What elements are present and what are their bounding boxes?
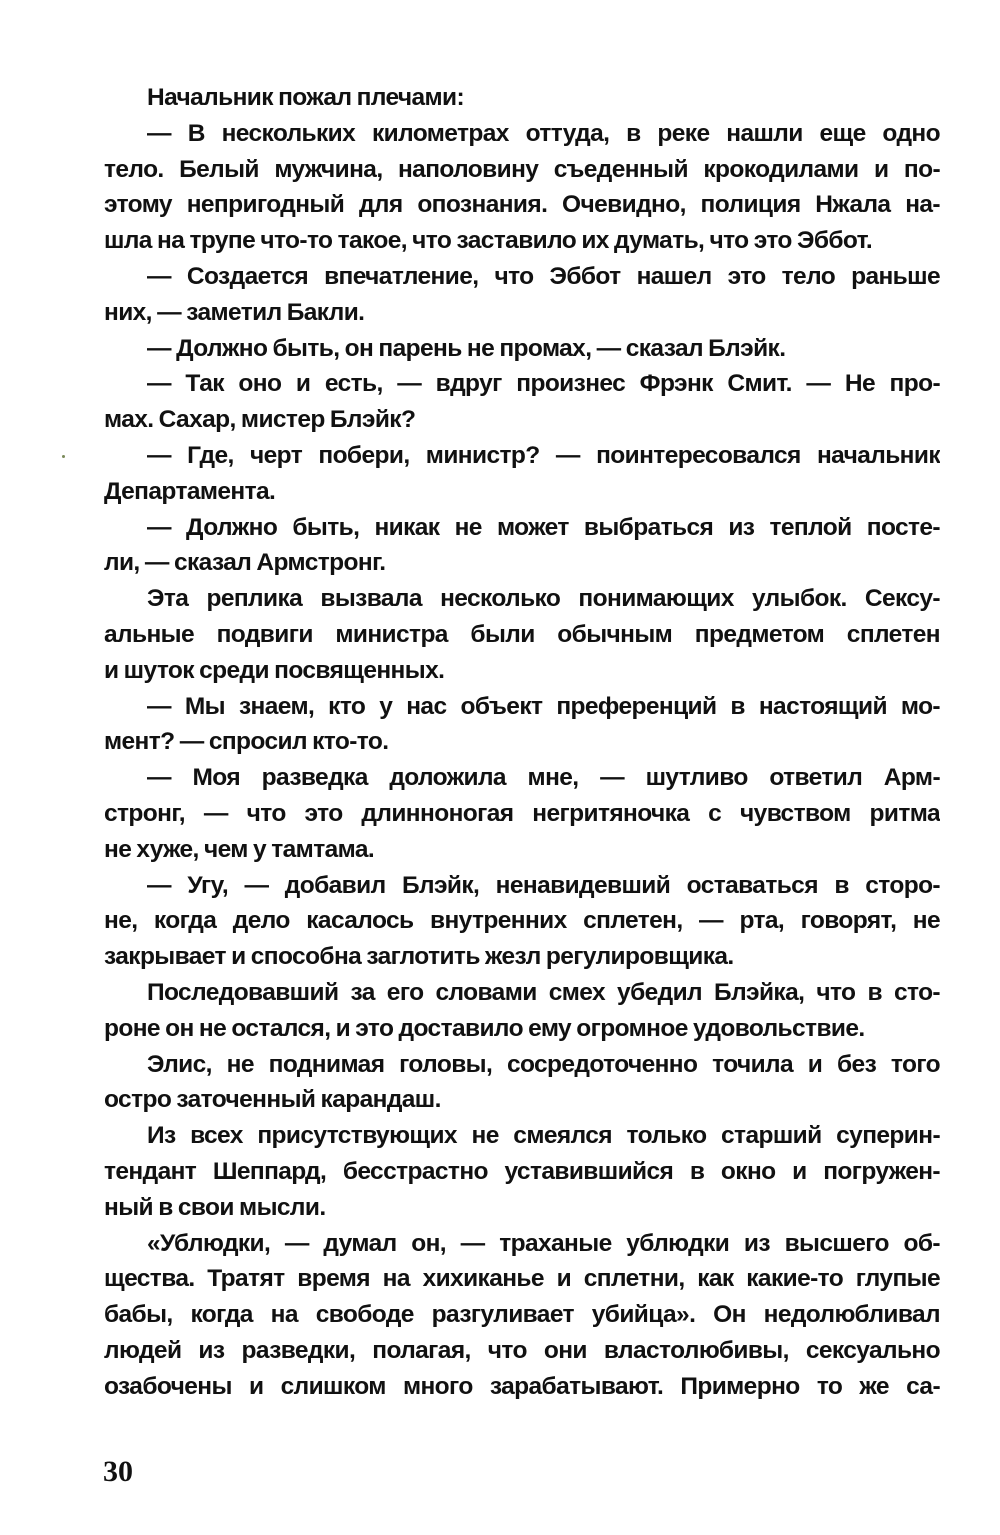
text-line: этому непригодный для опознания. Очевидно, полиция Нжала на- — [104, 191, 940, 219]
text-line: бабы, когда на свободе разгуливает убийца». Он недолюбливал — [104, 1301, 940, 1329]
text-line: ли, — сказал Армстронг. — [104, 549, 386, 577]
text-line: «Ублюдки, — думал он, — траханые ублюдки из высшего об- — [147, 1229, 940, 1257]
text-line: — Создается впечатление, что Эббот нашел это тело раньше — [147, 262, 940, 290]
text-line: мах. Сахар, мистер Блэйк? — [104, 406, 416, 434]
text-line: Из всех присутствующих не смеялся только старший суперин- — [147, 1122, 940, 1150]
text-line: озабочены и слишком много зарабатывают. Примерно то же са- — [104, 1372, 940, 1400]
text-line: закрывает и способна заглотить жезл регулировщика. — [104, 943, 734, 971]
text-line: стронг, — что это длинноногая негритяночка с чувством ритма — [104, 799, 940, 827]
body-text — [104, 80, 940, 1404]
text-line: тендант Шеппард, бесстрастно уставившийся в окно и погружен- — [104, 1157, 940, 1185]
text-line: альные подвиги министра были обычным предметом сплетен — [104, 620, 940, 648]
text-line: людей из разведки, полагая, что они властолюбивы, сексуально — [104, 1336, 940, 1364]
text-line: не, когда дело касалось внутренних сплетен, — рта, говорят, не — [104, 907, 940, 935]
text-line: — Должно быть, он парень не промах, — сказал Блэйк. — [147, 334, 786, 362]
text-line: мент? — спросил кто-то. — [104, 728, 389, 756]
page-number: 30 — [103, 1455, 133, 1488]
text-line: — Должно быть, никак не может выбраться из теплой посте- — [147, 513, 940, 541]
text-line: — Так оно и есть, — вдруг произнес Фрэнк Смит. — Не про- — [147, 370, 940, 398]
text-line: — Мы знаем, кто у нас объект преференций в настоящий мо- — [147, 692, 940, 720]
text-line: Департамента. — [104, 477, 276, 505]
text-line: и шуток среди посвященных. — [104, 656, 445, 684]
text-line: ный в свои мысли. — [104, 1193, 326, 1221]
text-line: Начальник пожал плечами: — [147, 84, 465, 111]
text-line: них, — заметил Бакли. — [104, 298, 365, 326]
text-line: роне он не остался, и это доставило ему огромное удовольствие. — [104, 1014, 865, 1042]
text-line: тело. Белый мужчина, наполовину съеденный крокодилами и по- — [104, 155, 940, 183]
text-line: Эта реплика вызвала несколько понимающих улыбок. Сексу- — [147, 585, 940, 613]
text-line: шла на трупе что-то такое, что заставило их думать, что это Эббот. — [104, 227, 873, 255]
text-line: Последовавший за его словами смех убедил Блэйка, что в сто- — [147, 978, 940, 1006]
text-line: щества. Тратят время на хихиканье и сплетни, как какие-то глупые — [104, 1265, 940, 1293]
text-line: — Где, черт побери, министр? — поинтересовался начальник — [147, 441, 940, 469]
text-line: — В нескольких километрах оттуда, в реке нашли еще одно — [147, 119, 940, 147]
text-line: Элис, не поднимая головы, сосредоточенно точила и без того — [147, 1050, 940, 1078]
text-line: — Моя разведка доложила мне, — шутливо ответил Арм- — [147, 764, 940, 792]
text-line: не хуже, чем у тамтама. — [104, 835, 375, 863]
text-line: — Угу, — добавил Блэйк, ненавидевший оставаться в сторо- — [147, 871, 940, 899]
page-speck — [62, 455, 65, 458]
text-line: остро заточенный карандаш. — [104, 1086, 441, 1114]
